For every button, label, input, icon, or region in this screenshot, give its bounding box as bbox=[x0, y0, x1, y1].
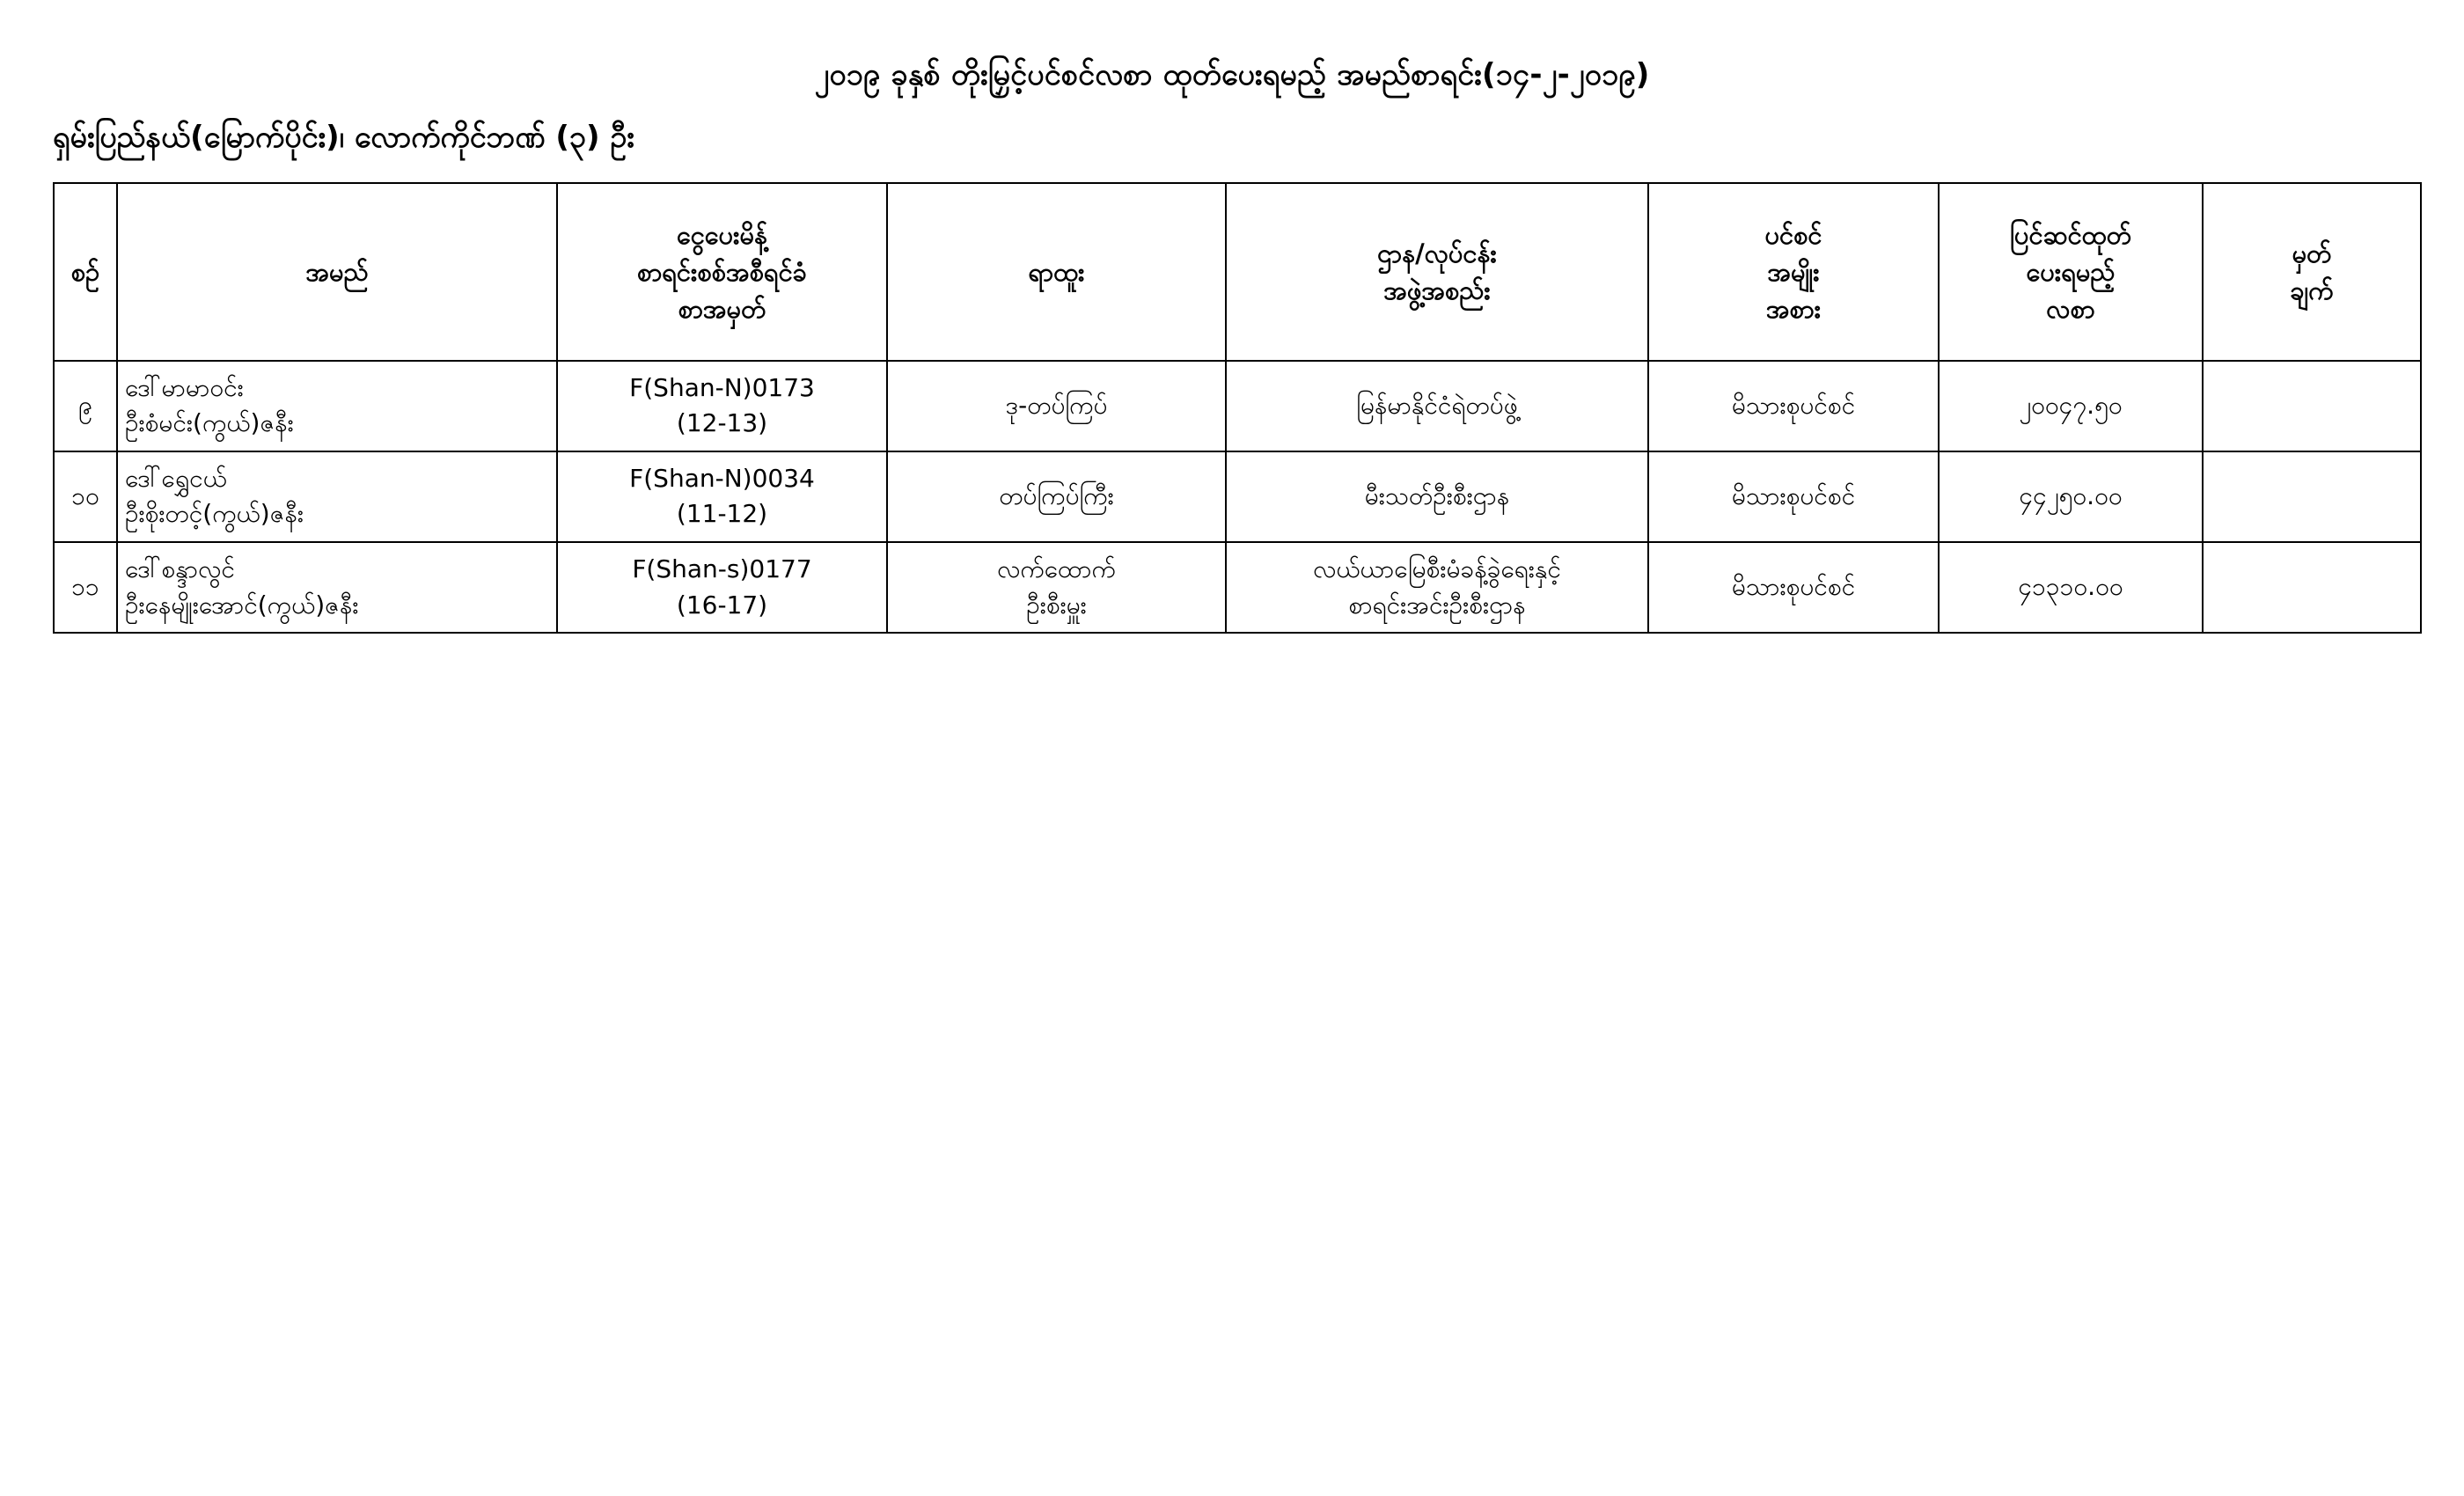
page-subtitle: ရှမ်းပြည်နယ်(မြောက်ပိုင်း)၊ လောက်ကိုင်ဘဏ် (၃) ဦး bbox=[53, 120, 634, 155]
name-line-1: ဒေါ်မာမာဝင်း bbox=[125, 372, 244, 402]
cell-account bbox=[557, 451, 887, 542]
header-line: အဖွဲ့အစည်း bbox=[1383, 275, 1491, 305]
cell-rank bbox=[887, 451, 1226, 542]
pension-table bbox=[53, 182, 2422, 634]
cell-account bbox=[557, 542, 887, 633]
header-line: ရာထူး bbox=[1028, 256, 1085, 287]
header-line: ပင်စင် bbox=[1764, 219, 1822, 250]
column-header-remark bbox=[2203, 183, 2421, 361]
cell-name bbox=[117, 542, 557, 633]
page-title: ၂၀၁၉ ခုနှစ် တိုးမြှင့်ပင်စင်လစာ ထုတ်ပေးရမည့် အမည်စာရင်း(၁၄-၂-၂၀၁၉) bbox=[814, 57, 1650, 92]
cell-department bbox=[1226, 451, 1648, 542]
column-header-account bbox=[557, 183, 887, 361]
column-header-no bbox=[54, 183, 117, 361]
header-line: ဌာန/လုပ်ငန်း bbox=[1377, 238, 1497, 268]
header-line: လစာ bbox=[2046, 293, 2095, 324]
cell-department bbox=[1226, 361, 1648, 451]
header-line: စာရင်းစစ်အစီရင်ခံ bbox=[637, 256, 807, 287]
cell-pension-type: မိသားစုပင်စင် bbox=[1648, 542, 1939, 633]
table-header bbox=[54, 183, 2421, 361]
name-line-2: ဦးစိုးတင့်(ကွယ်)ဇနီး bbox=[125, 499, 304, 529]
department-line-1: မြန်မာနိုင်ငံရဲတပ်ဖွဲ့ bbox=[1356, 390, 1518, 420]
cell-name bbox=[117, 361, 557, 451]
cell-rank bbox=[887, 542, 1226, 633]
header-line: မှတ် bbox=[2292, 238, 2332, 268]
table-row bbox=[54, 542, 2421, 633]
table-body bbox=[54, 361, 2421, 634]
cell-no: ၁၁ bbox=[54, 542, 117, 633]
cell-no: ၁၀ bbox=[54, 451, 117, 542]
cell-no: ၉ bbox=[54, 361, 117, 451]
cell-adjusted-pension: ၄၄၂၅၀.၀၀ bbox=[1939, 451, 2203, 542]
column-header-adjusted-pension bbox=[1939, 183, 2203, 361]
cell-remark bbox=[2203, 361, 2421, 451]
header-line: အမည် bbox=[305, 256, 369, 287]
cell-pension-type: မိသားစုပင်စင် bbox=[1648, 361, 1939, 451]
rank-line-2: ဦးစီးမှူး bbox=[1026, 590, 1087, 620]
document-page bbox=[0, 0, 2464, 634]
header-line: ပေးရမည့် bbox=[2026, 256, 2116, 287]
column-header-department bbox=[1226, 183, 1648, 361]
name-line-2: ဦးနေမျိုးအောင်(ကွယ်)ဇနီး bbox=[125, 590, 359, 620]
rank-line-1: ဒု-တပ်ကြပ် bbox=[1005, 390, 1108, 420]
account-line-1: F(Shan-s)0177 bbox=[632, 554, 812, 583]
header-line: စာအမှတ် bbox=[678, 293, 766, 324]
cell-adjusted-pension: ၄၁၃၁၀.၀၀ bbox=[1939, 542, 2203, 633]
column-header-name bbox=[117, 183, 557, 361]
cell-name bbox=[117, 451, 557, 542]
cell-remark bbox=[2203, 542, 2421, 633]
account-line-2: (11-12) bbox=[676, 499, 768, 529]
account-line-2: (12-13) bbox=[676, 408, 768, 438]
column-header-pension-type bbox=[1648, 183, 1939, 361]
department-line-1: မီးသတ်ဦးစီးဌာန bbox=[1364, 481, 1510, 511]
column-header-rank bbox=[887, 183, 1226, 361]
table-header-row bbox=[54, 183, 2421, 361]
cell-department bbox=[1226, 542, 1648, 633]
table-row bbox=[54, 451, 2421, 542]
header-line: ငွေပေးမိန့် bbox=[676, 219, 768, 250]
table-row bbox=[54, 361, 2421, 451]
header-line: စဉ် bbox=[70, 256, 100, 287]
name-line-1: ဒေါ်စန္ဒာလွင် bbox=[125, 554, 235, 583]
account-line-1: F(Shan-N)0173 bbox=[629, 372, 815, 402]
header-line: ချက် bbox=[2290, 275, 2334, 305]
cell-remark bbox=[2203, 451, 2421, 542]
header-line: အစား bbox=[1765, 293, 1822, 324]
rank-line-1: တပ်ကြပ်ကြီး bbox=[999, 481, 1114, 511]
name-line-2: ဦးစံမင်း(ကွယ်)ဇနီး bbox=[125, 408, 294, 438]
cell-adjusted-pension: ၂၀၀၄၇.၅၀ bbox=[1939, 361, 2203, 451]
department-line-2: စာရင်းအင်းဦးစီးဌာန bbox=[1348, 590, 1526, 620]
header-line: အမျိုး bbox=[1767, 256, 1820, 287]
cell-rank bbox=[887, 361, 1226, 451]
cell-account bbox=[557, 361, 887, 451]
account-line-1: F(Shan-N)0034 bbox=[629, 463, 815, 493]
cell-pension-type: မိသားစုပင်စင် bbox=[1648, 451, 1939, 542]
name-line-1: ဒေါ်ရွှေငယ် bbox=[125, 463, 227, 493]
rank-line-1: လက်ထောက် bbox=[997, 554, 1116, 583]
header-line: ပြင်ဆင်ထုတ် bbox=[2010, 219, 2131, 250]
account-line-2: (16-17) bbox=[676, 590, 768, 620]
department-line-1: လယ်ယာမြေစီးမံခန့်ခွဲရေးနှင့် bbox=[1313, 554, 1561, 583]
